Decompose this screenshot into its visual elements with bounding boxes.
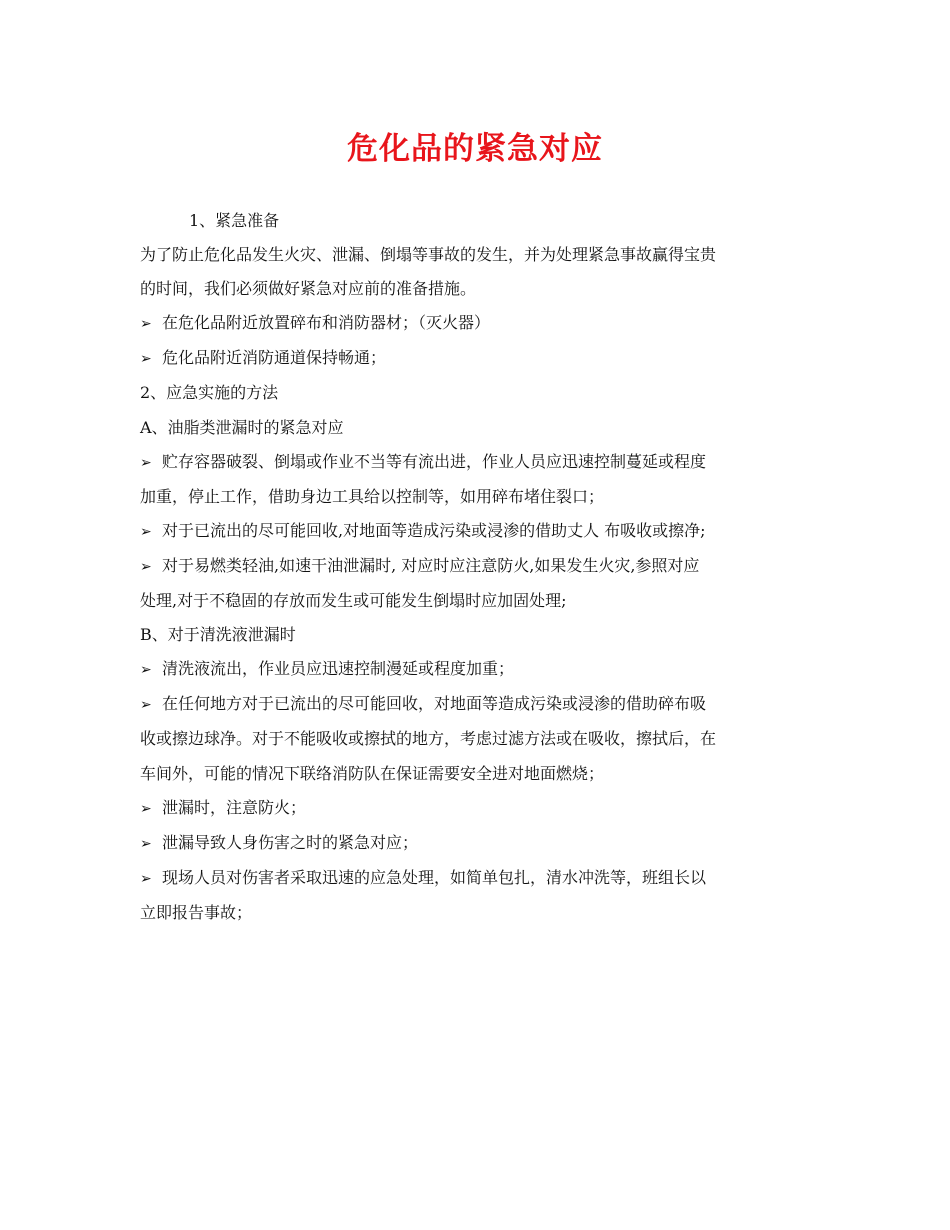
bullet-item: ➢ 泄漏导致人身伤害之时的紧急对应； bbox=[140, 826, 812, 861]
bullet-arrow-icon: ➢ bbox=[140, 454, 152, 471]
bullet-item: ➢ 在任何地方对于已流出的尽可能回收，对地面等造成污染或浸渗的借助碎布吸 bbox=[140, 687, 812, 722]
bullet-item: ➢ 现场人员对伤害者采取迅速的应急处理，如简单包扎，清水冲洗等，班组长以 bbox=[140, 861, 812, 896]
bullet-arrow-icon: ➢ bbox=[140, 558, 152, 575]
bullet-item: ➢ 清洗液流出，作业员应迅速控制漫延或程度加重； bbox=[140, 652, 812, 687]
bullet-item: ➢ 对于已流出的尽可能回收,对地面等造成污染或浸渗的借助丈人 布吸收或擦净; bbox=[140, 514, 812, 549]
bullet-item: ➢ 泄漏时，注意防火； bbox=[140, 791, 812, 826]
subsection-heading-b: B、对于清洗液泄漏时 bbox=[140, 625, 296, 645]
bullet-arrow-icon: ➢ bbox=[140, 316, 152, 333]
paragraph-line: 处理,对于不稳固的存放而发生或可能发生倒塌时应加固处理; bbox=[140, 591, 567, 611]
paragraph-line: 的时间，我们必须做好紧急对应前的准备措施。 bbox=[140, 279, 477, 299]
bullet-item: ➢ 对于易燃类轻油,如速干油泄漏时, 对应时应注意防火,如果发生火灾,参照对应 bbox=[140, 549, 812, 584]
subsection-heading-a: A、油脂类泄漏时的紧急对应 bbox=[140, 417, 344, 437]
bullet-arrow-icon: ➢ bbox=[140, 800, 152, 817]
bullet-item: ➢ 危化品附近消防通道保持畅通； bbox=[140, 341, 812, 376]
bullet-arrow-icon: ➢ bbox=[140, 835, 152, 852]
document-title: 危化品的紧急对应 bbox=[347, 131, 603, 167]
paragraph-line: 车间外，可能的情况下联络消防队在保证需要安全进对地面燃烧； bbox=[140, 763, 605, 783]
bullet-item: ➢ 贮存容器破裂、倒塌或作业不当等有流出进，作业人员应迅速控制蔓延或程度 bbox=[140, 445, 812, 480]
paragraph-line: 加重，停止工作，借助身边工具给以控制等，如用碎布堵住裂口； bbox=[140, 486, 605, 506]
document-body bbox=[140, 204, 812, 930]
section-heading-2: 2、应急实施的方法 bbox=[140, 383, 279, 403]
bullet-item: ➢ 在危化品附近放置碎布和消防器材；（灭火器） bbox=[140, 306, 812, 341]
section-heading-1: 1、紧急准备 bbox=[189, 211, 280, 230]
bullet-arrow-icon: ➢ bbox=[140, 662, 152, 679]
bullet-arrow-icon: ➢ bbox=[140, 870, 152, 887]
paragraph-line: 收或擦边球净。对于不能吸收或擦拭的地方，考虑过滤方法或在吸收，擦拭后，在 bbox=[140, 729, 717, 749]
bullet-arrow-icon: ➢ bbox=[140, 697, 152, 714]
bullet-arrow-icon: ➢ bbox=[140, 351, 152, 368]
bullet-arrow-icon: ➢ bbox=[140, 523, 152, 540]
paragraph-line: 立即报告事故； bbox=[140, 902, 253, 922]
paragraph-line: 为了防止危化品发生火灾、泄漏、倒塌等事故的发生，并为处理紧急事故赢得宝贵 bbox=[140, 245, 717, 265]
